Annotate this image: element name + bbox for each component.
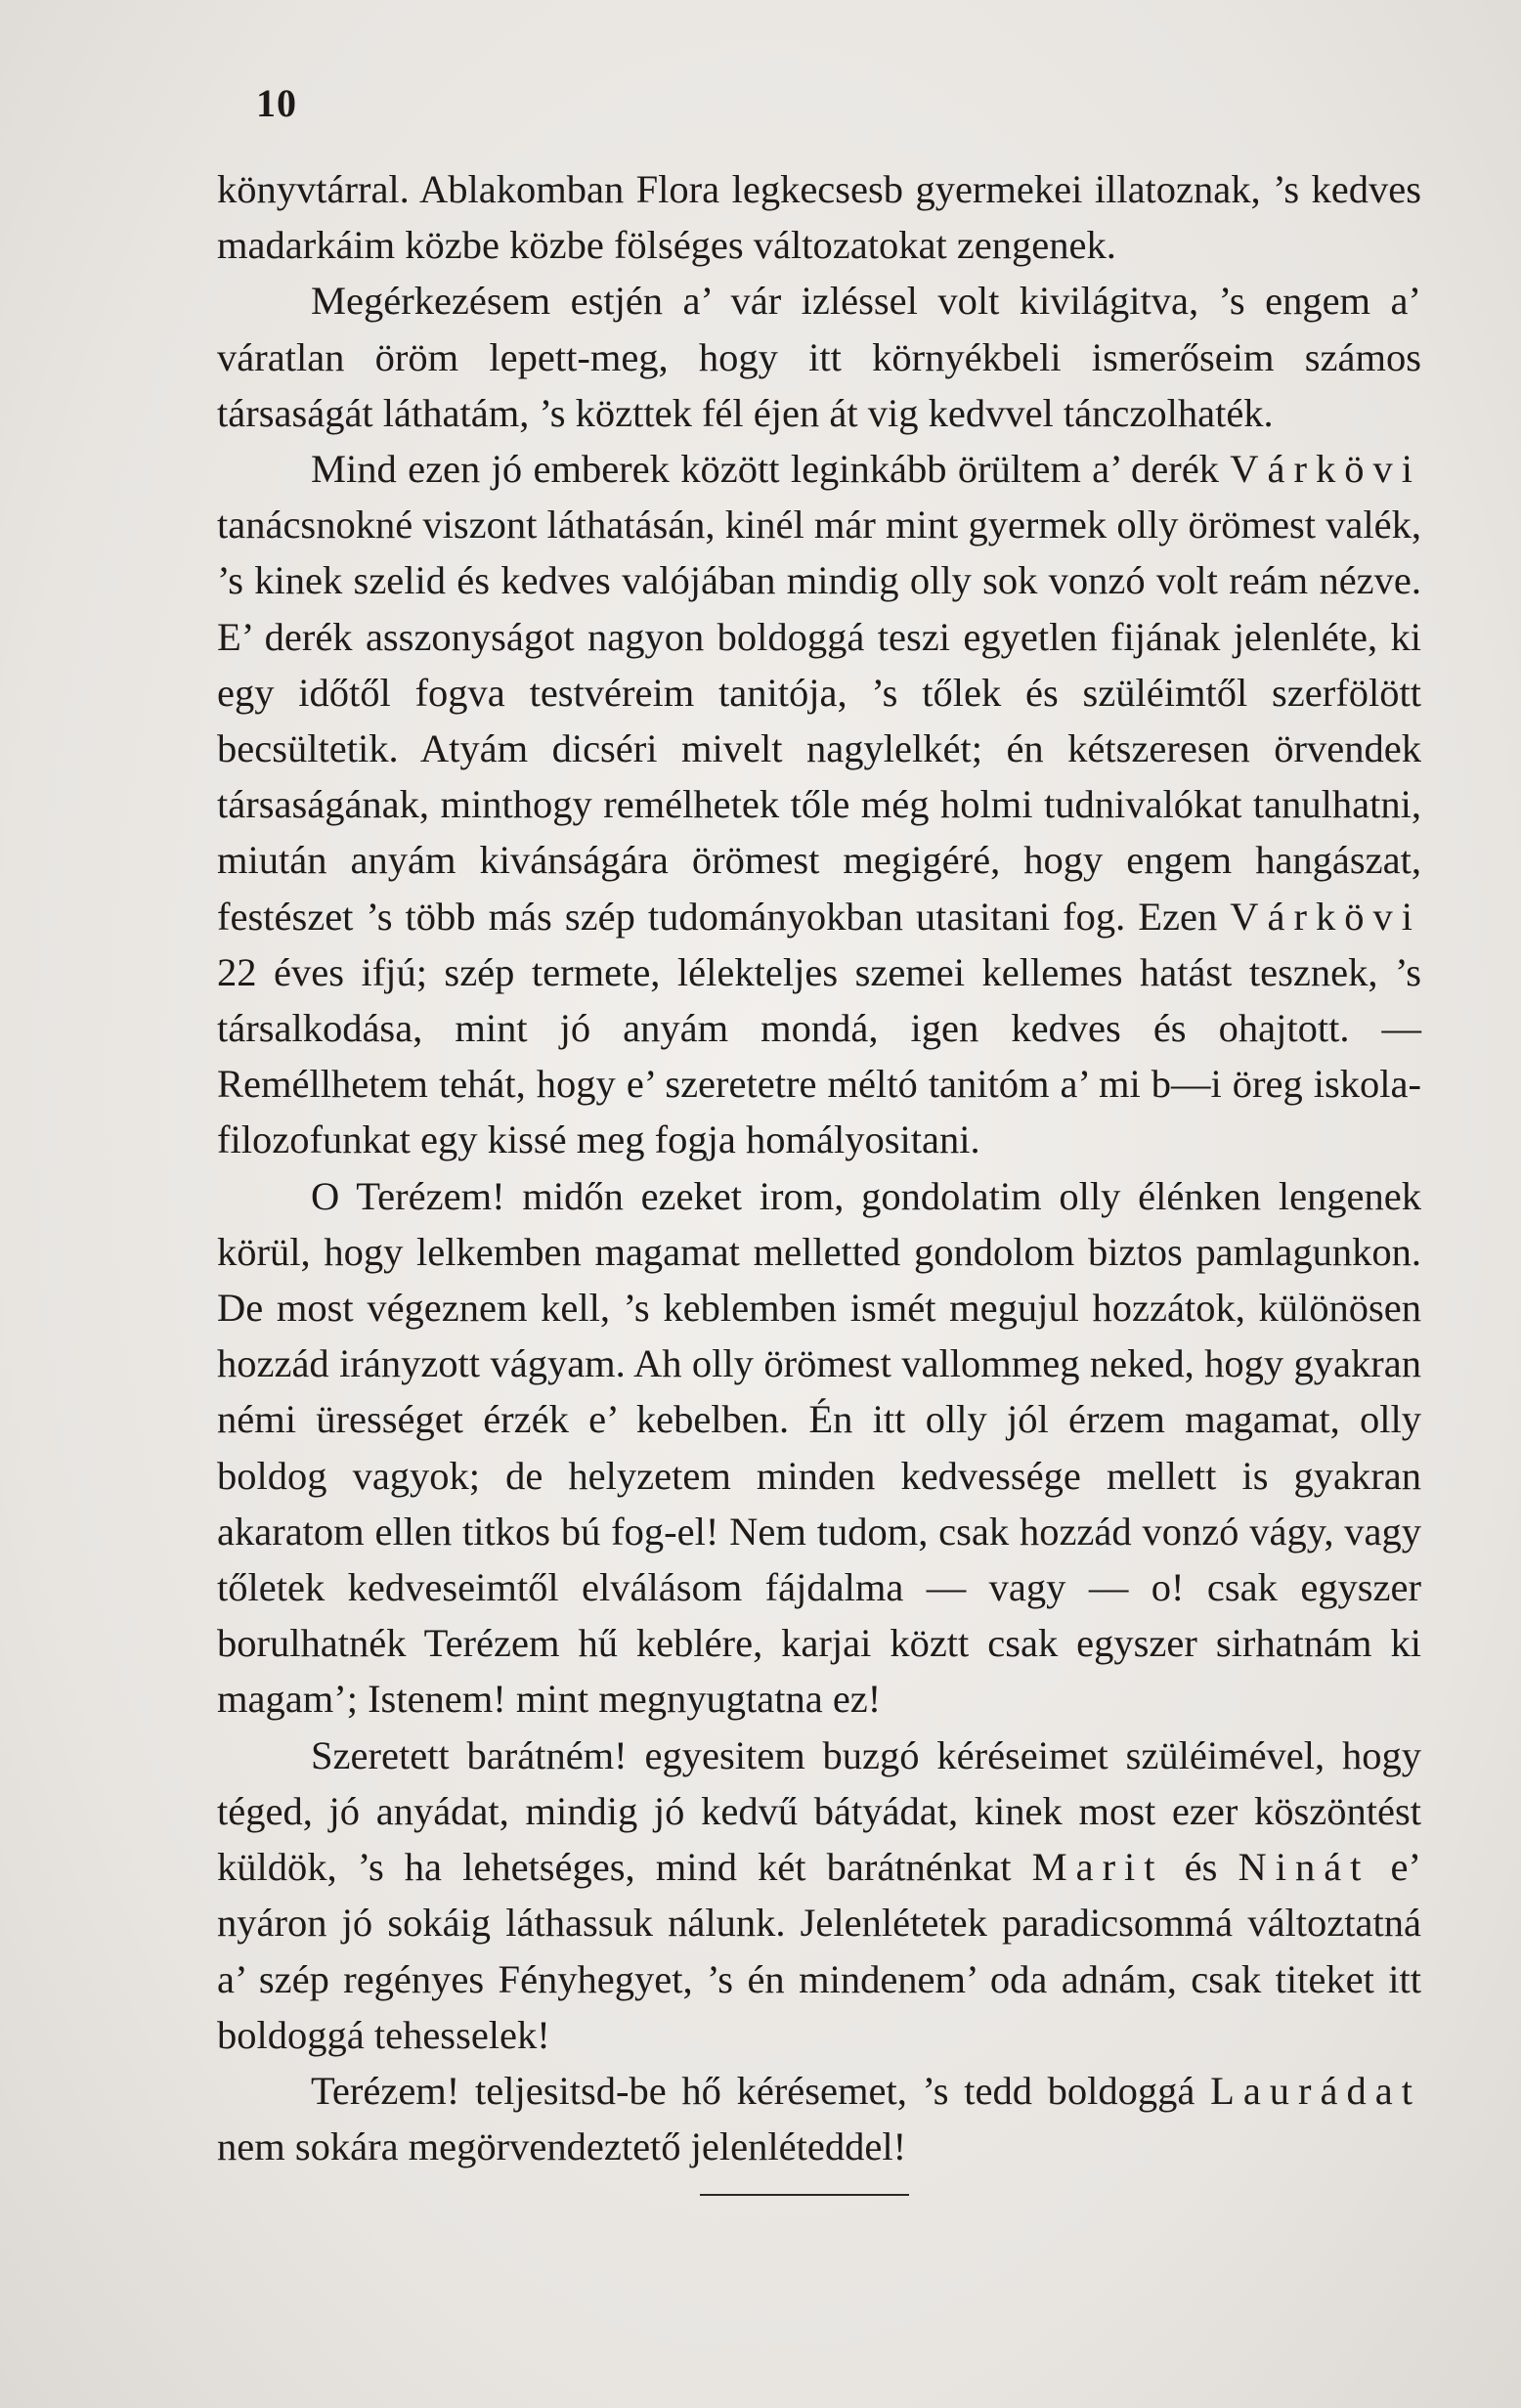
paragraph [217,2063,1421,2174]
text-run: könyvtárral. Ablakomban Flora legkecsesb gyermekei illatoznak, ’s kedves madarkáim közbe közbe fölséges változatokat zengenek. [217,167,1421,268]
text-run: nem sokára megörvendeztető jelenléteddel! [217,2124,907,2169]
paragraph [217,161,1421,273]
name-spaced: Marit [1031,1845,1164,1890]
name-spaced: Várkövi [1230,447,1421,492]
text-run: O Terézem! midőn ezeket irom, gondolatim olly élénken lengenek körül, hogy lelkemben magamat melletted gondolom biztos pamlagunkon. De most végeznem kell, ’s keblemben ismét megujul hozzátok, különösen hozzád irányzott vágyam. Ah olly örömest vallommeg neked, hogy gyakran némi ürességet érzék e’ kebelben. Én itt olly jól érzem magamat, olly boldog vagyok; de helyzetem minden kedvessége mellett is gyakran akaratom ellen titkos bú fog-el! Nem tudom, csak hozzád vonzó vágy, vagy tőletek kedveseimtől elválásom fájdalma — vagy — o! csak egyszer borulhatnék Terézem hű keblére, karjai köztt csak egyszer sirhatnám ki magam’; Istenem! mint megnyugtatna ez! [217,1173,1421,1722]
body-text [217,161,1421,2174]
name-spaced: Ninát [1238,1845,1370,1890]
paragraph [217,1168,1421,1728]
name-spaced: Várkövi [1230,894,1421,939]
text-run: 22 éves ifjú; szép termete, lélekteljes szemei kellemes hatást tesznek, ’s társalkodása, mint jó anyám mondá, igen kedves és ohajtott. — Reméllhetem tehát, hogy e’ szeretetre méltó tanitóm a’ mi b—i öreg iskola-filozofunkat egy kissé meg fogja homályositani. [217,949,1421,1162]
closing-rule [700,2194,909,2196]
text-run: Megérkezésem estjén a’ vár izléssel volt kivilágitva, ’s engem a’ váratlan öröm lepett-meg, hogy itt környékbeli ismerőseim számos társaságát láthatám, ’s közttek fél éjen át vig kedvvel tánczolhaték. [217,279,1421,435]
text-run: és [1163,1845,1239,1890]
text-run: e’ nyáron jó sokáig láthassuk nálunk. Jelenlétetek paradicsommá változtatná a’ szép regényes Fényhegyet, ’s én mindenem’ oda adnám, csak titeket itt boldoggá tehesselek! [217,1845,1421,2057]
paragraph [217,273,1421,441]
name-spaced: Laurádat [1210,2068,1421,2113]
paragraph [217,441,1421,1168]
text-run: Terézem! teljesitsd-be hő kérésemet, ’s tedd boldoggá [311,2068,1211,2113]
paragraph [217,1728,1421,2063]
text-run: tanácsnokné viszont láthatásán, kinél már mint gyermek olly örömest valék, ’s kinek szelid és kedves valójában mindig olly sok vonzó volt reám nézve. E’ derék asszonyságot nagyon boldoggá teszi egyetlen fijának jelenléte, ki egy időtől fogva testvéreim tanitója, ’s tőlek és szüléimtől szerfölött becsültetik. Atyám dicséri mivelt nagylelkét; én kétszeresen örvendek társaságának, minthogy remélhetek tőle még holmi tudnivalókat tanulhatni, miután anyám kivánságára örömest megigéré, hogy engem hangászat, festészet ’s több más szép tudományokban utasitani fog. Ezen [217,503,1421,939]
text-run: Mind ezen jó emberek között leginkább örültem a’ derék [311,447,1231,492]
page-number: 10 [256,81,297,125]
text-run: Szeretett barátném! egyesitem buzgó kéréseimet szüléimével, hogy téged, jó anyádat, mindig jó kedvű bátyádat, kinek most ezer köszöntést küldök, ’s ha lehetséges, mind két barátnénkat [217,1732,1421,1890]
